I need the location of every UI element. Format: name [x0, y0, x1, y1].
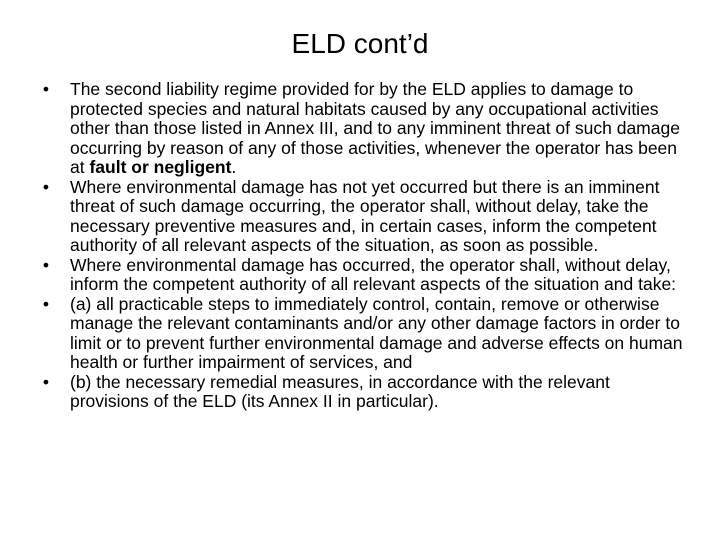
bullet-item-imminent-threat: [30, 178, 685, 256]
bullet-item-practicable-steps: [30, 295, 685, 373]
bullet-text-bold: fault or negligent: [89, 157, 232, 177]
bullet-item-damage-occurred: [30, 256, 685, 295]
bullet-text: Where environmental damage has occurred, the operator shall, without delay, inform the competent authority of all relevant aspects of the situation and take:: [70, 254, 677, 294]
bullet-icon: •: [42, 79, 50, 99]
bullet-item-remedial-measures: [30, 373, 685, 412]
bullet-icon: •: [42, 293, 50, 314]
bullet-text: (b) the necessary remedial measures, in accordance with the relevant provisions of the ELD (its Annex II in particular).: [70, 371, 610, 411]
bullet-icon: •: [42, 254, 50, 275]
bullet-icon: •: [42, 176, 50, 197]
bullet-text: (a) all practicable steps to immediately control, contain, remove or otherwise manage the relevant contaminants and/or any other damage factors in order to limit or to prevent further environmental damage and adverse effects on human health or further impairment of services, and: [70, 293, 683, 372]
bullet-item-fault-regime: [30, 80, 685, 178]
slide-title: ELD cont’d: [291, 28, 429, 59]
bullet-text: Where environmental damage has not yet occurred but there is an imminent threat of such damage occurring, the operator shall, without delay, take the necessary preventive measures and, in certain cases, inform the competent authority of all relevant aspects of the situation, as soon as possible.: [70, 176, 660, 255]
bullet-text: The second liability regime provided for by the ELD applies to damage to protected species and natural habitats caused by any occupational activities other than those listed in Annex III, and to any imminent threat of such damage occurring by reason of any of those activities, whenever the operator has been at: [70, 79, 680, 177]
bullet-list: [30, 80, 685, 412]
bullet-text-end: .: [231, 157, 237, 177]
bullet-icon: •: [42, 371, 50, 392]
